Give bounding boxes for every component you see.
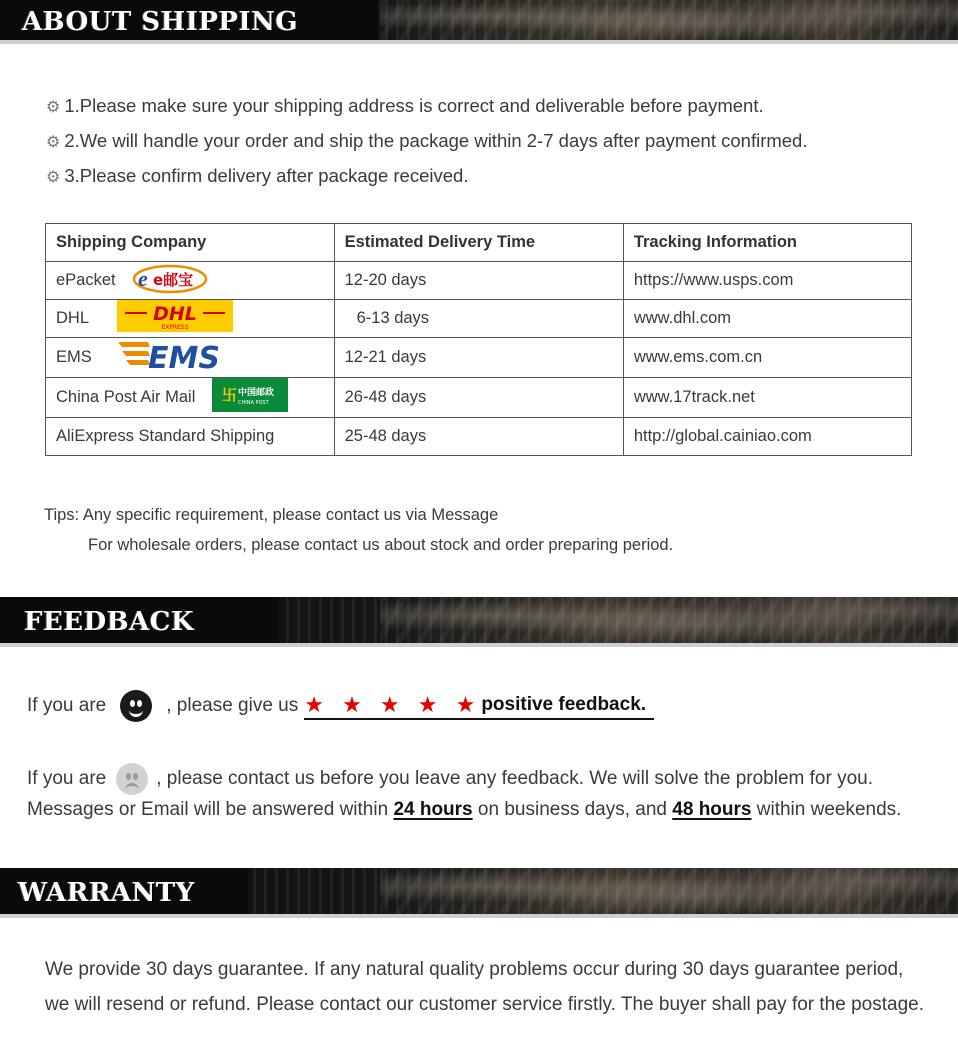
tracking-cell[interactable]: https://www.usps.com [623, 262, 911, 300]
tracking-cell[interactable]: http://global.cainiao.com [623, 418, 911, 456]
table-row [46, 378, 912, 418]
table-row [46, 262, 912, 300]
shipping-title: ABOUT SHIPPING [22, 7, 299, 37]
tips-line: For wholesale orders, please contact us about stock and order preparing period. [88, 536, 674, 554]
china-post-logo [212, 378, 288, 417]
table-header-row [46, 224, 912, 262]
feedback-title: FEEDBACK [24, 607, 195, 637]
svg-text:CHINA POST: CHINA POST [237, 400, 269, 406]
shipping-table [45, 223, 912, 456]
tracking-cell[interactable]: www.dhl.com [623, 300, 911, 338]
happy-face-icon [120, 690, 152, 722]
gear-icon: ⚙ [46, 99, 61, 116]
header-delivery-time: Estimated Delivery Time [334, 224, 623, 262]
warranty-title-box [0, 868, 248, 918]
header-company: Shipping Company [46, 224, 335, 262]
shipping-banner [0, 0, 958, 44]
shipping-note: ⚙ 1.Please make sure your shipping address is correct and deliverable before payment. [46, 95, 764, 116]
negative-feedback-line: If you are , please contact us before you leave any feedback. We will solve the problem for you. [27, 763, 952, 795]
svg-text:中国邮政: 中国邮政 [237, 388, 274, 398]
table-row [46, 300, 912, 338]
shipping-title-box [0, 0, 378, 44]
delivery-time-cell: 26-48 days [334, 378, 623, 418]
header-tracking: Tracking Information [623, 224, 911, 262]
svg-text:EXPRESS: EXPRESS [161, 324, 189, 331]
company-cell: DHL DHL EXPRESS [46, 300, 335, 338]
banner-artwork [380, 868, 958, 914]
feedback-title-box [0, 597, 279, 647]
dhl-logo [117, 300, 233, 337]
tips-line: Tips: Any specific requirement, please contact us via Message [44, 506, 499, 524]
banner-artwork [380, 0, 958, 40]
gear-icon: ⚙ [46, 169, 61, 186]
company-cell: AliExpress Standard Shipping [46, 418, 335, 456]
positive-feedback-line: If you are , please give us ★ ★ ★ ★ ★ positive feedback. [27, 690, 654, 722]
svg-text:e邮宝: e邮宝 [153, 271, 194, 289]
delivery-time-cell: 6-13 days [334, 300, 623, 338]
response-hours-weekend: 48 hours [672, 799, 752, 820]
delivery-time-cell: 12-21 days [334, 338, 623, 378]
response-time-line: Messages or Email will be answered within 24 hours on business days, and 48 hours within weekends. [27, 799, 902, 820]
company-cell: China Post Air Mail 卐 中国邮政 CHINA POST [46, 378, 335, 418]
svg-text:DHL: DHL [153, 303, 197, 325]
table-row [46, 338, 912, 378]
feedback-banner [0, 597, 958, 647]
shipping-notes [46, 92, 808, 197]
delivery-time-cell: 12-20 days [334, 262, 623, 300]
banner-artwork [380, 597, 958, 643]
epacket-logo [130, 262, 208, 299]
response-hours-business: 24 hours [393, 799, 473, 820]
delivery-time-cell: 25-48 days [334, 418, 623, 456]
shipping-note: ⚙ 2.We will handle your order and ship the package within 2-7 days after payment confirmed. [46, 130, 808, 151]
company-cell: ePacket e e邮宝 [46, 262, 335, 300]
shipping-note: ⚙ 3.Please confirm delivery after package received. [46, 165, 469, 186]
tips-text [44, 500, 673, 560]
tracking-cell[interactable]: www.17track.net [623, 378, 911, 418]
tracking-cell[interactable]: www.ems.com.cn [623, 338, 911, 378]
company-cell: EMS EMS [46, 338, 335, 378]
negative-feedback-text [27, 763, 952, 825]
svg-text:e: e [138, 266, 148, 291]
sad-face-icon [116, 763, 148, 795]
star-icons: ★ ★ ★ ★ ★ [304, 692, 482, 717]
svg-text:EMS: EMS [148, 341, 221, 372]
svg-text:卐: 卐 [221, 386, 237, 404]
ems-logo [118, 338, 226, 377]
gear-icon: ⚙ [46, 134, 61, 151]
warranty-title: WARRANTY [18, 878, 195, 908]
table-row [46, 418, 912, 456]
warranty-text: We provide 30 days guarantee. If any natural quality problems occur during 30 days guarantee period, we will resend or refund. Please contact our customer service firstly. The buyer shall pay for the postage. [45, 959, 924, 1015]
five-star-rating: ★ ★ ★ ★ ★ positive feedback. [304, 692, 654, 720]
warranty-banner [0, 868, 958, 918]
